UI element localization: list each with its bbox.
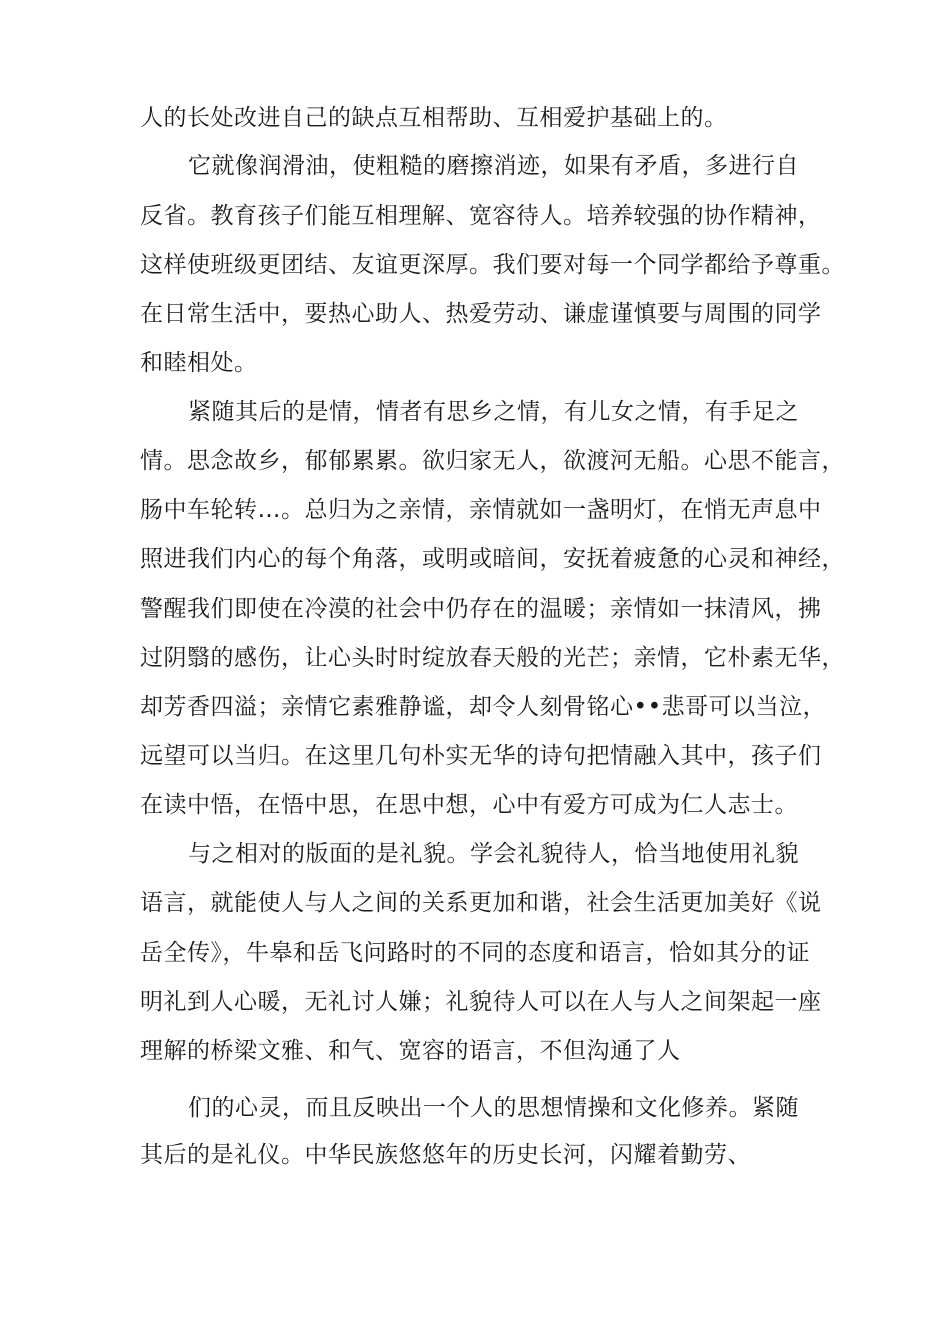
text-line: 这样使班级更团结、友谊更深厚。我们要对每一个同学都给予尊重。	[140, 252, 845, 278]
text-line: 在日常生活中，要热心助人、热爱劳动、谦虚谨慎要与周围的同学	[140, 301, 822, 327]
text-line: 其后的是礼仪。中华民族悠悠年的历史长河，闪耀着勤劳、	[140, 1142, 751, 1168]
text-line: 肠中车轮转…。总归为之亲情，亲情就如一盏明灯，在悄无声息中	[140, 497, 822, 523]
paragraph-start-line: 紧随其后的是情，情者有思乡之情，有儿女之情，有手足之	[188, 399, 799, 425]
paragraph-start-line: 它就像润滑油，使粗糙的磨擦消迹，如果有矛盾，多进行自	[188, 153, 799, 179]
text-line: 却芳香四溢；亲情它素雅静谧，却令人刻骨铭心••悲哥可以当泣，	[140, 694, 827, 720]
text-line: 反省。教育孩子们能互相理解、宽容待人。培养较强的协作精神，	[140, 203, 822, 229]
text-line: 人的长处改进自己的缺点互相帮助、互相爱护基础上的。	[140, 105, 728, 131]
text-line: 明礼到人心暖，无礼讨人嫌；礼貌待人可以在人与人之间架起一座	[140, 989, 822, 1015]
paragraph-start-line: 与之相对的版面的是礼貌。学会礼貌待人，恰当地使用礼貌	[188, 841, 799, 867]
text-line: 过阴翳的感伤，让心头时时绽放春天般的光芒；亲情，它朴素无华，	[140, 645, 845, 671]
text-line: 情。思念故乡，郁郁累累。欲归家无人，欲渡河无船。心思不能言，	[140, 448, 845, 474]
text-line: 远望可以当归。在这里几句朴实无华的诗句把情融入其中，孩子们	[140, 743, 822, 769]
text-line: 警醒我们即使在冷漠的社会中仍存在的温暖；亲情如一抹清风，拂	[140, 596, 822, 622]
text-line: 岳全传》，牛皋和岳飞问路时的不同的态度和语言，恰如其分的证	[140, 940, 810, 966]
text-line: 和睦相处。	[140, 350, 258, 376]
paragraph-start-line: 们的心灵，而且反映出一个人的思想情操和文化修养。紧随	[188, 1095, 799, 1121]
text-line: 理解的桥梁文雅、和气、宽容的语言，不但沟通了人	[140, 1038, 681, 1064]
text-line: 在读中悟，在悟中思，在思中想，心中有爱方可成为仁人志士。	[140, 792, 798, 818]
text-line: 语言，就能使人与人之间的关系更加和谐，社会生活更加美好《说	[140, 890, 822, 916]
text-line: 照进我们内心的每个角落，或明或暗间，安抚着疲惫的心灵和神经，	[140, 546, 845, 572]
